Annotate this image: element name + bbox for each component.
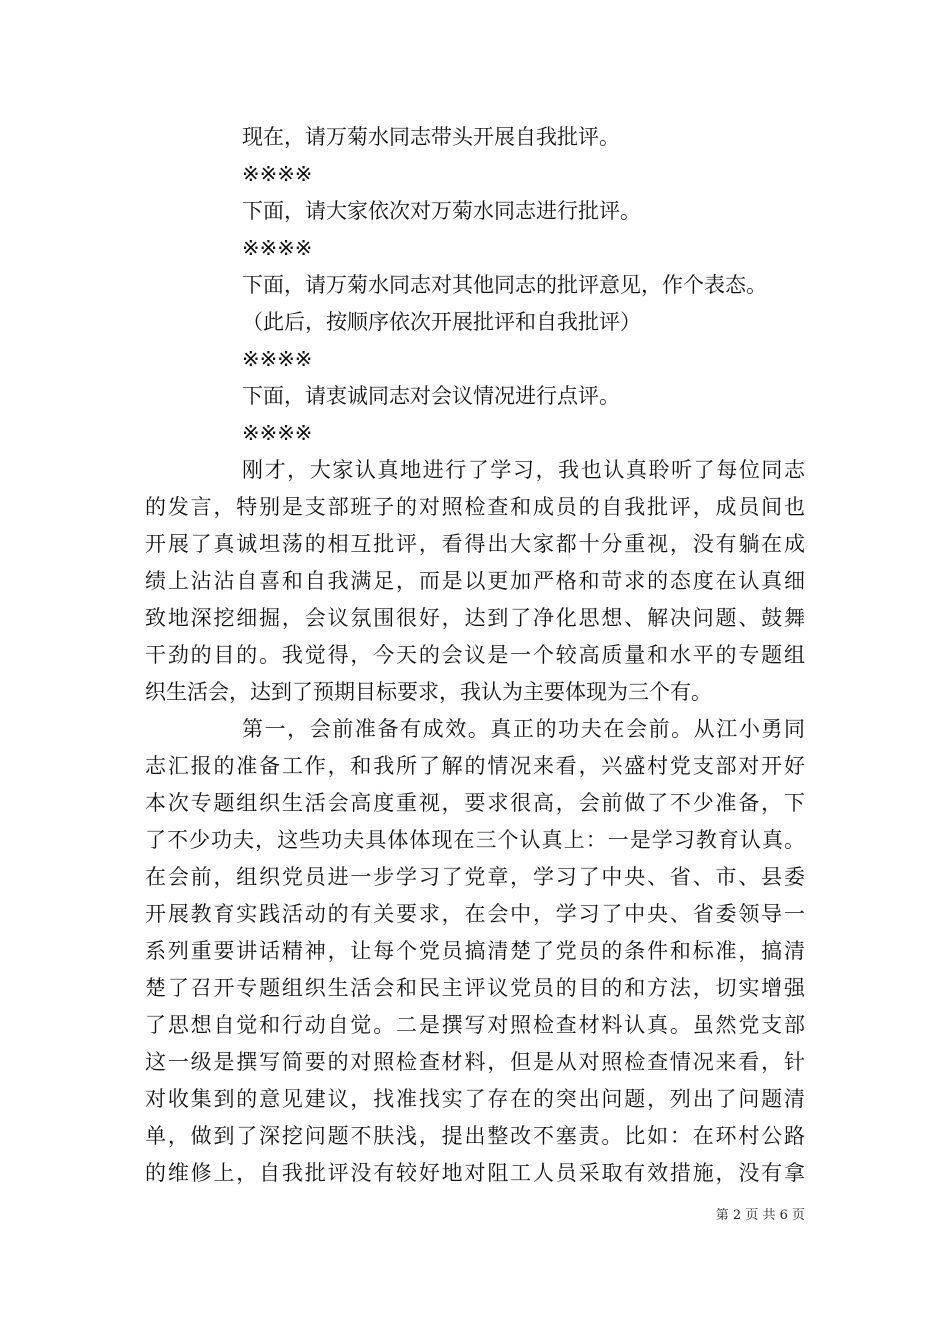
text-line: 下面，请衷诚同志对会议情况进行点评。 xyxy=(242,384,620,408)
paragraph-line: 开展教育实践活动的有关要求，在会中，学习了中央、省委领导一 xyxy=(145,902,805,926)
paragraph-line: 的维修上，自我批评没有较好地对阻工人员采取有效措施，没有拿 xyxy=(145,1161,805,1185)
paragraph-line: 第一，会前准备有成效。真正的功夫在会前。从江小勇同 xyxy=(242,717,805,741)
separator-line: ※※※※ xyxy=(242,421,313,445)
paragraph-line: 本次专题组织生活会高度重视，要求很高，会前做了不少准备，下 xyxy=(145,791,805,815)
paragraph-line: 志汇报的准备工作，和我所了解的情况来看，兴盛村党支部对开好 xyxy=(145,754,805,778)
paragraph-line: 的发言，特别是支部班子的对照检查和成员的自我批评，成员间也 xyxy=(145,495,805,519)
paragraph-line: 致地深挖细掘，会议氛围很好，达到了净化思想、解决问题、鼓舞 xyxy=(145,606,805,630)
paragraph-line: 了思想自觉和行动自觉。二是撰写对照检查材料认真。虽然党支部 xyxy=(145,1013,805,1037)
separator-line: ※※※※ xyxy=(242,236,313,260)
paragraph-first-point xyxy=(145,711,805,1192)
paragraph-line: 织生活会，达到了预期目标要求，我认为主要体现为三个有。 xyxy=(145,680,712,704)
document-body xyxy=(145,119,805,1192)
paragraph-line: 刚才，大家认真地进行了学习，我也认真聆听了每位同志 xyxy=(242,458,805,482)
paragraph-line: 对收集到的意见建议，找准找实了存在的突出问题，列出了问题清 xyxy=(145,1087,805,1111)
paragraph-line: 单，做到了深挖问题不肤浅，提出整改不塞责。比如：在环村公路 xyxy=(145,1124,805,1148)
short-lines-block xyxy=(145,119,805,452)
paragraph-line: 绩上沾沾自喜和自我满足，而是以更加严格和苛求的态度在认真细 xyxy=(145,569,805,593)
paragraph-line: 在会前，组织党员进一步学习了党章，学习了中央、省、市、县委 xyxy=(145,865,805,889)
paragraph-line: 干劲的目的。我觉得，今天的会议是一个较高质量和水平的专题组 xyxy=(145,643,805,667)
paragraph-line: 楚了召开专题组织生活会和民主评议党员的目的和方法，切实增强 xyxy=(145,976,805,1000)
page-number: 第 2 页 共 6 页 xyxy=(715,1208,805,1223)
separator-line: ※※※※ xyxy=(242,347,313,371)
paragraph-line: 开展了真诚坦荡的相互批评，看得出大家都十分重视，没有躺在成 xyxy=(145,532,805,556)
paragraph-line: 了不少功夫，这些功夫具体体现在三个认真上：一是学习教育认真。 xyxy=(145,828,805,852)
paragraph-review xyxy=(145,452,805,711)
text-line: 下面，请万菊水同志对其他同志的批评意见，作个表态。 xyxy=(242,273,767,297)
separator-line: ※※※※ xyxy=(242,162,313,186)
text-line: 下面，请大家依次对万菊水同志进行批评。 xyxy=(242,199,641,223)
paragraph-line: 这一级是撰写简要的对照检查材料，但是从对照检查情况来看，针 xyxy=(145,1050,805,1074)
paragraph-line: 系列重要讲话精神，让每个党员搞清楚了党员的条件和标准，搞清 xyxy=(145,939,805,963)
text-line: （此后，按顺序依次开展批评和自我批评） xyxy=(242,310,641,334)
text-line: 现在，请万菊水同志带头开展自我批评。 xyxy=(242,125,620,149)
